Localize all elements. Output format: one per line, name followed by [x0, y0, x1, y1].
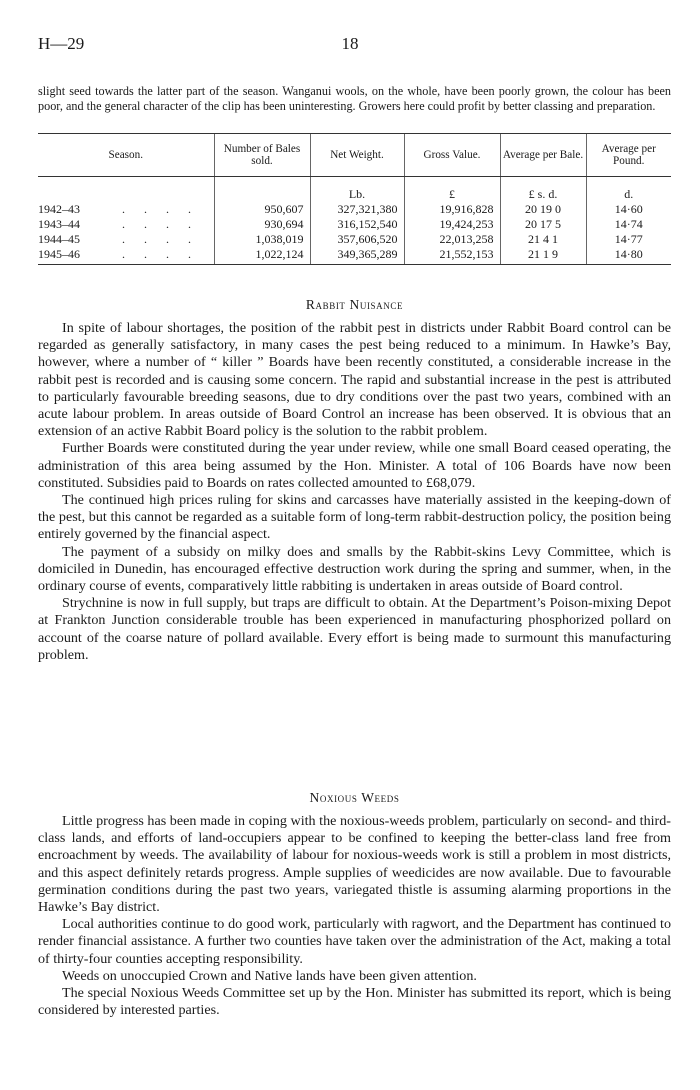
section-heading-rabbit-nuisance: Rabbit Nuisance — [305, 297, 404, 312]
units-row — [38, 187, 671, 202]
col-weight: Net Weight. — [310, 134, 404, 177]
paragraph: The continued high prices ruling for skins and carcasses have materially assisted in the keeping-down of the pest, but this cannot be regarded as a suitable form of long-term rabbit-destruction policy, the position being entirely governed by the financial aspect. — [38, 492, 671, 543]
section-heading-noxious-weeds: Noxious Weeds — [309, 790, 400, 805]
col-season: Season. — [38, 134, 214, 177]
unit-value: £ — [404, 187, 500, 202]
table-row: 1943–44 . . . . 930,694 316,152,540 19,424,253 20 17 5 14·74 — [38, 217, 671, 232]
intro-text: slight seed towards the latter part of the season. Wanganui wools, on the whole, have been poorly grown, the colour has been poor, and the general character of the clip has been uninteresting. Growers here could profit by better classing and preparation. — [38, 84, 671, 113]
page-number: 18 — [341, 34, 359, 53]
unit-per-pound: d. — [586, 187, 671, 202]
table-header-row — [38, 134, 671, 177]
table-row: 1942–43 . . . . 950,607 327,321,380 19,916,828 20 19 0 14·60 — [38, 202, 671, 217]
page-header — [38, 34, 662, 56]
paragraph: Strychnine is now in full supply, but traps are difficult to obtain. At the Department’s Poison-mixing Depot at Frankton Junction considerable trouble has been experienced in manufacturing phosphorized pollard on account of the coarse nature of pollard available. Every effort is being made to surmount this manufacturing problem. — [38, 595, 671, 663]
table-row: 1945–46 . . . . 1,022,124 349,365,289 21,552,153 21 1 9 14·80 — [38, 247, 671, 265]
wool-sales-table — [38, 133, 671, 265]
col-value: Gross Value. — [404, 134, 500, 177]
intro-paragraph — [38, 84, 671, 114]
col-bales: Number of Bales sold. — [214, 134, 310, 177]
col-per-pound: Average per Pound. — [586, 134, 671, 177]
paragraph: Weeds on unoccupied Crown and Native lands have been given attention. — [62, 967, 477, 984]
col-per-bale: Average per Bale. — [500, 134, 586, 177]
paragraph: Further Boards were constituted during the year under review, while one small Board ceased operating, the administration of this area being assumed by the Hon. Minister. A total of 106 Boards have now been constituted. Subsidies paid to Boards on rates collected amounted to £68,079. — [38, 440, 671, 491]
paragraph: In spite of labour shortages, the position of the rabbit pest in districts under Rabbit Board control can be regarded as generally satisfactory, in many cases the pest being reduced to a minimum. In Hawke’s Bay, however, where a number of “ killer ” Boards have been recently constituted, a considerable increase in the rabbit pest is recorded and is causing some concern. The rapid and substantial increase in the pest is attributed to particularly favourable breeding seasons, due to dry conditions over the past two years, combined with an acute labour problem. In areas outside of Board Control an increase has been observed. It is obvious that an extension of an active Rabbit Board policy is the solution to the rabbit problem. — [38, 320, 671, 440]
paragraph: Local authorities continue to do good work, particularly with ragwort, and the Department has continued to render financial assistance. A further two counties have taken over the administration of the Act, making a total of thirty-four counties accepting responsibility. — [38, 916, 671, 967]
paragraph: Little progress has been made in coping with the noxious-weeds problem, particularly on second- and third-class lands, and efforts of land-occupiers appear to be confined to keeping the better-class land free from encroachment by weeds. The availability of labour for noxious-weeds work is still a problem in most districts, and this aspect definitely retards progress. Ample supplies of weedicides are now available. Due to favourable germination conditions during the past two years, variegated thistle is assuming alarming proportions in the Hawke’s Bay district. — [38, 813, 671, 916]
section-rabbit-nuisance — [38, 320, 671, 664]
table-row: 1944–45 . . . . 1,038,019 357,606,520 22,013,258 21 4 1 14·77 — [38, 232, 671, 247]
section-noxious-weeds — [38, 813, 671, 1019]
paragraph: The special Noxious Weeds Committee set up by the Hon. Minister has submitted its report, which is being considered by interested parties. — [38, 985, 671, 1019]
document-reference: H—29 — [38, 34, 85, 53]
unit-per-bale: £ s. d. — [500, 187, 586, 202]
paragraph: The payment of a subsidy on milky does and smalls by the Rabbit-skins Levy Committee, which is domiciled in Dunedin, has encouraged effective destruction work during the spring and summer, when, in the ordinary course of events, comparatively little rabbiting is undertaken in areas outside of Board control. — [38, 543, 671, 595]
unit-weight: Lb. — [310, 187, 404, 202]
